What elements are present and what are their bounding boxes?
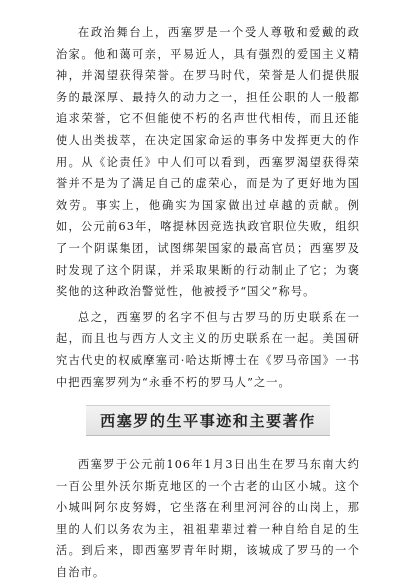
section-heading-container [56,405,360,436]
body-paragraph: 在政治舞台上，西塞罗是一个受人尊敬和爱戴的政治家。他和蔼可亲，平易近人，具有强烈的爱国主义精神，并渴望获得荣誉。在罗马时代，荣誉是人们提供服务的最深厚、最持久的动力之一，担任公职的人一般都追求荣誉，它不但能使不朽的名声世代相传，而且还能使人出类拔萃，在决定国家命运的事务中发挥更大的作用。从《论责任》中人们可以看到，西塞罗渴望获得荣誉并不是为了满足自己的虚荣心，而是为了更好地为国效劳。事实上，他确实为国家做出过卓越的贡献。例如，公元前63年，喀提林因竞选执政官职位失败，组织了一个阴谋集团，试图绑架国家的最高官员；西塞罗及时发现了这个阴谋，并采取果断的行动制止了它；为褒奖他的这种政治警觉性，他被授予“国父”称号。 [56,26,360,299]
body-paragraph: 西塞罗于公元前106年1月3日出生在罗马东南大约一百公里外沃尔斯克地区的一个古老的山区小城。这个小城叫阿尔皮努姆，它坐落在利里河河谷的山岗上，那里的人们以务农为主，祖祖辈辈过着一种自给自足的生活。到后来，即西塞罗青年时期，该城成了罗马的一个自治市。 [56,458,360,580]
body-paragraph: 总之，西塞罗的名字不但与古罗马的历史联系在一起，而且也与西方人文主义的历史联系在一起。美国研究古代史的权威摩塞司·哈达斯博士在《罗马帝国》一书中把西塞罗列为“永垂不朽的罗马人”之一。 [56,310,360,389]
section-heading: 西塞罗的生平事迹和主要著作 [86,405,330,436]
